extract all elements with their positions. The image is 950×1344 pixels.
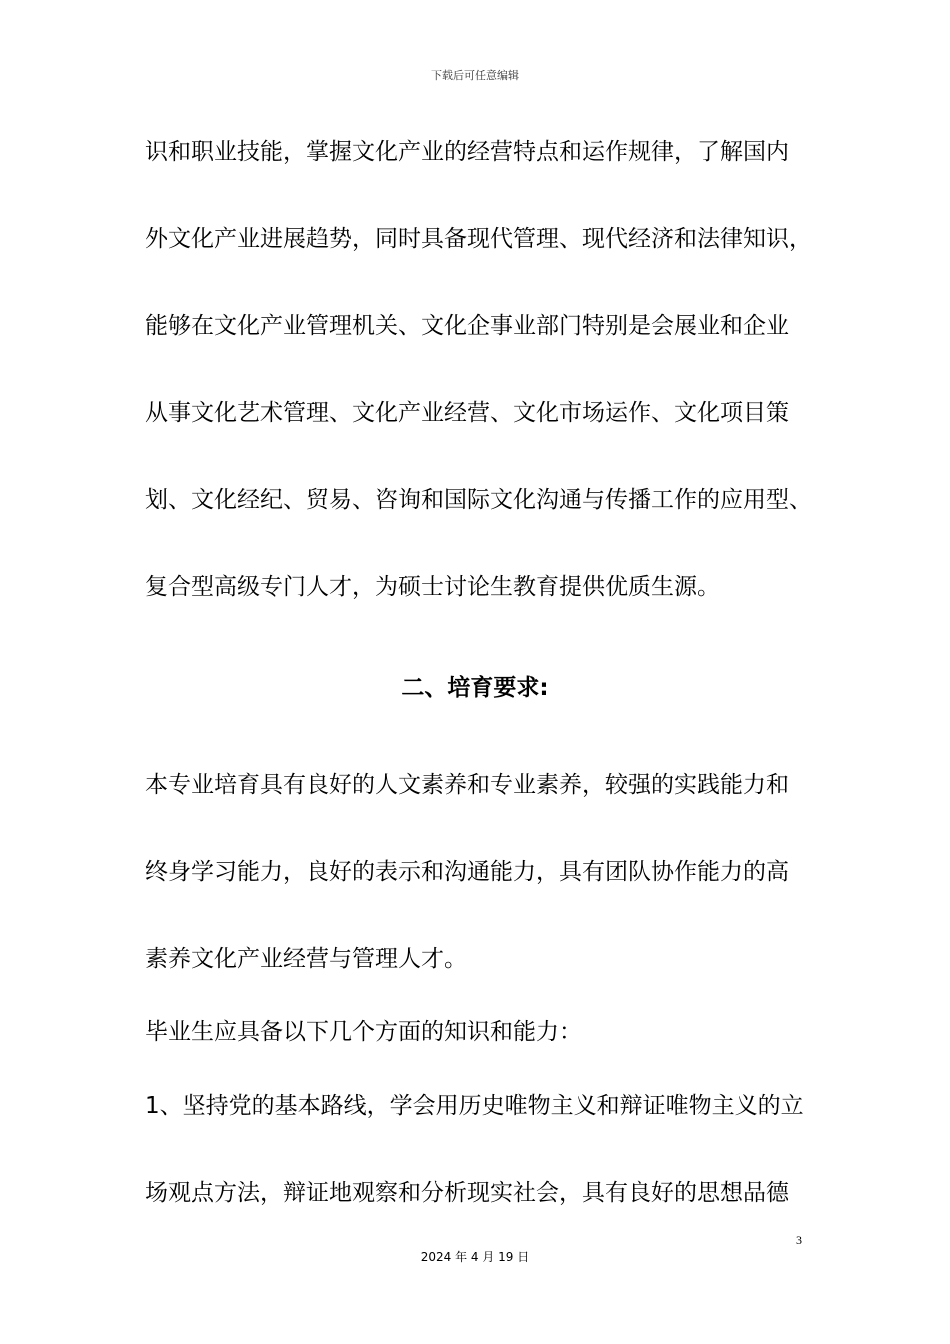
paragraph-line: 本专业培育具有良好的人文素养和专业素养，较强的实践能力和 <box>145 772 789 798</box>
page-date: 2024 年 4 月 19 日 <box>420 1250 530 1264</box>
paragraph-line: 复合型高级专门人才，为硕士讨论生教育提供优质生源。 <box>145 574 720 600</box>
paragraph-line: 识和职业技能，掌握文化产业的经营特点和运作规律，了解国内 <box>145 139 789 165</box>
paragraph-line: 划、文化经纪、贸易、咨询和国际文化沟通与传播工作的应用型、 <box>145 487 812 513</box>
paragraph-line: 从事文化艺术管理、文化产业经营、文化市场运作、文化项目策 <box>145 400 789 426</box>
paragraph-line: 外文化产业进展趋势，同时具备现代管理、现代经济和法律知识， <box>145 226 812 252</box>
section-heading: 二、培育要求: <box>401 675 549 701</box>
list-item-line: 1、坚持党的基本路线，学会用历史唯物主义和辩证唯物主义的立 <box>145 1093 804 1119</box>
page-number: 3 <box>796 1233 802 1247</box>
paragraph-line: 终身学习能力，良好的表示和沟通能力，具有团队协作能力的高 <box>145 859 789 885</box>
list-item-line: 场观点方法，辩证地观察和分析现实社会，具有良好的思想品德 <box>145 1180 789 1206</box>
page-header-note: 下载后可任意编辑 <box>431 69 519 82</box>
paragraph-line: 素养文化产业经营与管理人才。 <box>145 946 467 972</box>
intro-line: 毕业生应具备以下几个方面的知识和能力： <box>145 1019 582 1045</box>
paragraph-line: 能够在文化产业管理机关、文化企事业部门特别是会展业和企业 <box>145 313 789 339</box>
